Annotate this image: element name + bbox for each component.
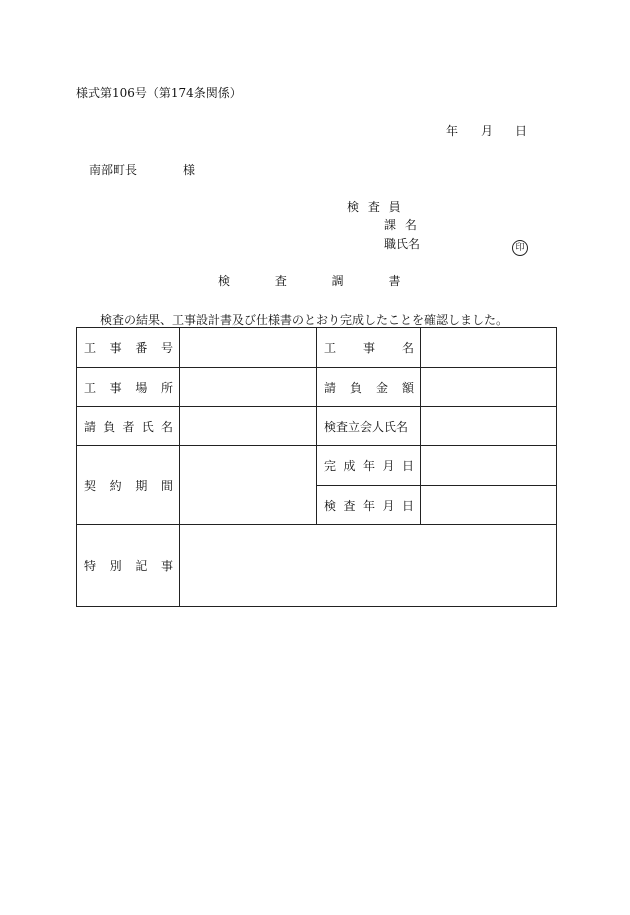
table-row: [77, 525, 557, 607]
document-title: 検 査 調 書: [218, 274, 401, 288]
form-number: 様式第106号（第174条関係）: [76, 86, 242, 100]
inspection-date-label: 検 査 年 月 日: [317, 486, 421, 525]
position-name-label: 職氏名: [384, 237, 421, 251]
contractor-name-label: 請 負 者 氏 名: [77, 407, 180, 446]
construction-name-cell[interactable]: [421, 328, 557, 368]
table-row: [77, 328, 557, 368]
construction-number-cell[interactable]: [180, 328, 317, 368]
witness-name-cell[interactable]: [421, 407, 557, 446]
construction-site-label: 工 事 場 所: [77, 368, 180, 407]
date-day-label: 日: [515, 124, 528, 138]
table-row: [77, 446, 557, 486]
date-year-label: 年: [446, 124, 459, 138]
construction-name-label: 工 事 名: [317, 328, 421, 368]
seal-icon: 印: [512, 240, 528, 256]
table-row: [77, 407, 557, 446]
contract-amount-cell[interactable]: [421, 368, 557, 407]
date-month-label: 月: [481, 124, 494, 138]
completion-date-label: 完 成 年 月 日: [317, 446, 421, 486]
section-name-label: 課 名: [384, 218, 417, 232]
contract-period-cell[interactable]: [180, 446, 317, 525]
special-notes-cell[interactable]: [180, 525, 557, 607]
contractor-name-cell[interactable]: [180, 407, 317, 446]
contract-period-label: 契 約 期 間: [77, 446, 180, 525]
special-notes-label: 特 別 記 事: [77, 525, 180, 607]
construction-site-cell[interactable]: [180, 368, 317, 407]
statement-text: 検査の結果、工事設計書及び仕様書のとおり完成したことを確認しました。: [100, 313, 509, 327]
inspection-date-cell[interactable]: [421, 486, 557, 525]
completion-date-cell[interactable]: [421, 446, 557, 486]
contract-amount-label: 請 負 金 額: [317, 368, 421, 407]
inspector-label: 検 査 員: [347, 200, 401, 214]
construction-number-label: 工 事 番 号: [77, 328, 180, 368]
witness-name-label: 検査立会人氏名: [317, 407, 421, 446]
inspection-table: [76, 327, 557, 607]
addressee-title: 南部町長: [89, 163, 138, 177]
seal-mark: [512, 235, 528, 256]
table-row: [77, 368, 557, 407]
addressee-honorific: 様: [183, 163, 196, 177]
